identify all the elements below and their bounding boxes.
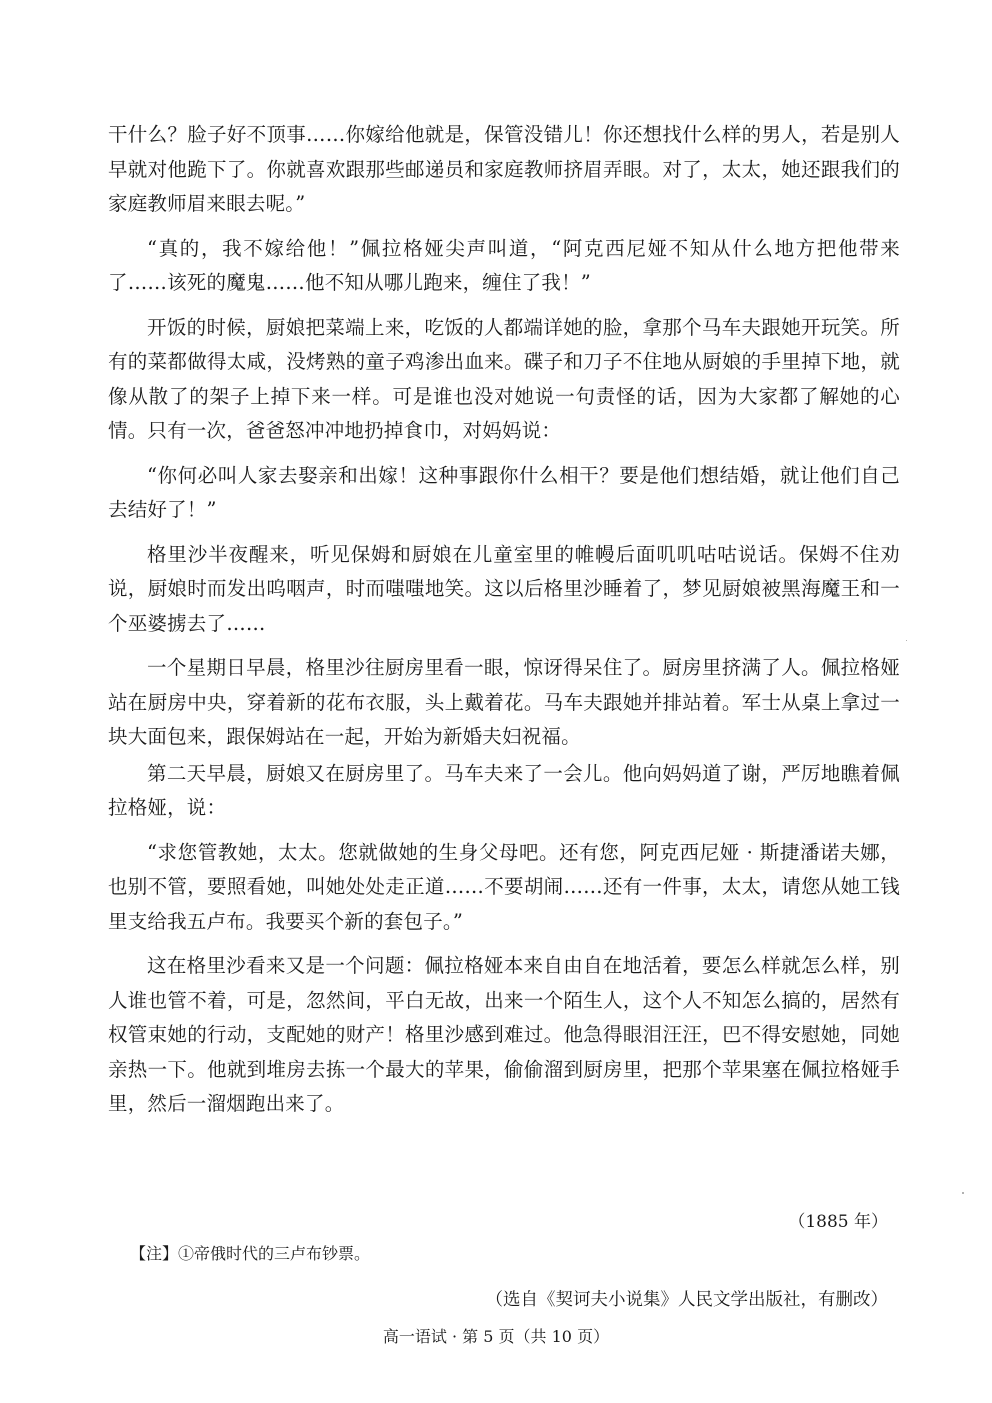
paragraph-6: 一个星期日早晨，格里沙往厨房里看一眼，惊讶得呆住了。厨房里挤满了人。佩拉格娅站在厨房中央，穿着新的花布衣服，头上戴着花。马车夫跟她并排站着。军士从桌上拿过一块大面包来，跟保姆站在一起，开始为新婚夫妇祝福。 <box>108 656 900 748</box>
scan-speck <box>906 640 907 641</box>
publication-year: （1885 年） <box>788 1212 888 1232</box>
paragraph-8: “求您管教她，太太。您就做她的生身父母吧。还有您，阿克西尼娅 · 斯捷潘诺夫娜，也别不管，要照看她，叫她处处走正道……不要胡闹……还有一件事，太太，请您从她工钱里支给我五卢布。我要买个新的套包子。” <box>108 840 900 933</box>
paragraph-3: 开饭的时候，厨娘把菜端上来，吃饭的人都端详她的脸，拿那个马车夫跟她开玩笑。所有的菜都做得太咸，没烤熟的童子鸡渗出血来。碟子和刀子不住地从厨娘的手里掉下地，就像从散了的架子上掉下来一样。可是谁也没对她说一句责怪的话，因为大家都了解她的心情。只有一次，爸爸怒冲冲地扔掉食巾，对妈妈说： <box>108 315 900 442</box>
source-citation: （选自《契诃夫小说集》人民文学出版社，有删改） <box>485 1290 888 1310</box>
footnote: 【注】①帝俄时代的三卢布钞票。 <box>130 1244 371 1263</box>
paragraph-9: 这在格里沙看来又是一个问题：佩拉格娅本来自由自在地活着，要怎么样就怎么样，别人谁也管不着，可是，忽然间，平白无故，出来一个陌生人，这个人不知怎么搞的，居然有权管束她的行动，支配她的财产！格里沙感到难过。他急得眼泪汪汪，巴不得安慰她，同她亲热一下。他就到堆房去拣一个最大的苹果，偷偷溜到厨房里，把那个苹果塞在佩拉格娅手里，然后一溜烟跑出来了。 <box>108 954 900 1115</box>
page-footer: 高一语试 · 第 5 页（共 10 页） <box>382 1327 610 1346</box>
paragraph-1: 干什么？脸子好不顶事……你嫁给他就是，保管没错儿！你还想找什么样的男人，若是别人早就对他跪下了。你就喜欢跟那些邮递员和家庭教师挤眉弄眼。对了，太太，她还跟我们的家庭教师眉来眼去呢。” <box>108 123 900 215</box>
scan-speck <box>962 1192 964 1194</box>
paragraph-7: 第二天早晨，厨娘又在厨房里了。马车夫来了一会儿。他向妈妈道了谢，严厉地瞧着佩拉格娅，说： <box>108 761 900 819</box>
article-body <box>108 118 900 1122</box>
paragraph-5: 格里沙半夜醒来，听见保姆和厨娘在儿童室里的帷幔后面叽叽咕咕说话。保姆不住劝说，厨娘时而发出呜咽声，时而嗤嗤地笑。这以后格里沙睡着了，梦见厨娘被黑海魔王和一个巫婆掳去了…… <box>108 542 900 635</box>
paragraph-4: “你何必叫人家去娶亲和出嫁！这种事跟你什么相干？要是他们想结婚，就让他们自己去结好了！” <box>108 463 900 521</box>
paragraph-2: “真的，我不嫁给他！”佩拉格娅尖声叫道，“阿克西尼娅不知从什么地方把他带来了……该死的魔鬼……他不知从哪儿跑来，缠住了我！” <box>108 236 900 294</box>
